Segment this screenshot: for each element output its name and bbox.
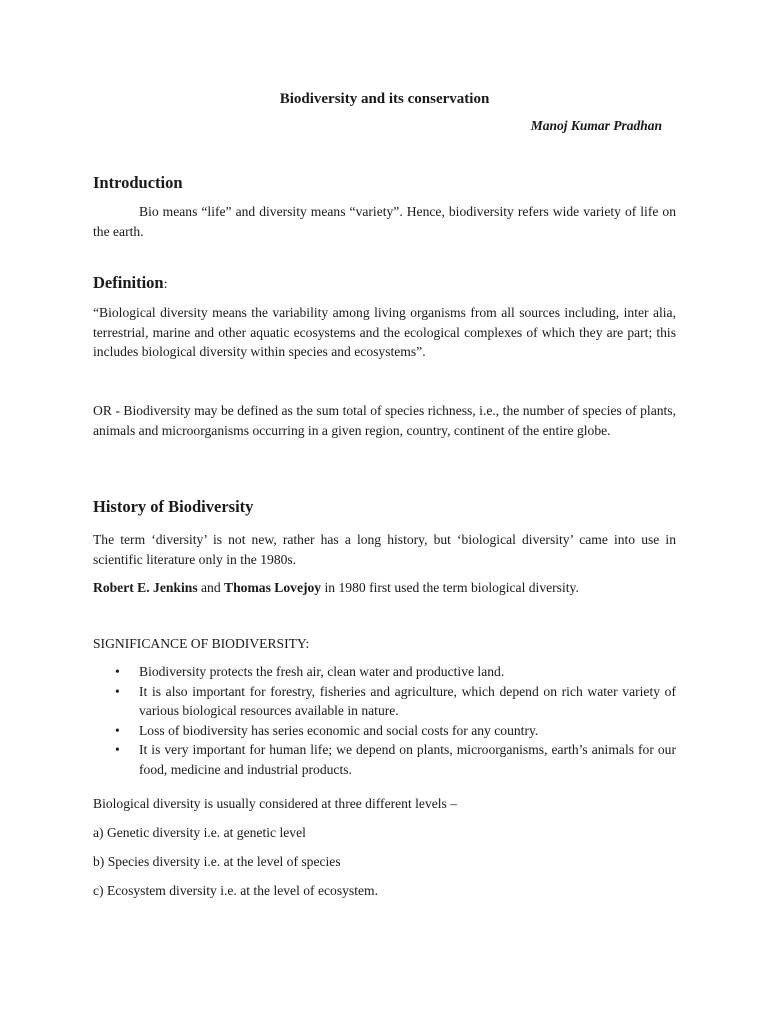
history-and: and: [197, 580, 225, 595]
bullet-icon: •: [115, 742, 120, 757]
definition-heading-text: Definition: [93, 273, 164, 292]
level-item-ecosystem: c) Ecosystem diversity i.e. at the level of ecosystem.: [93, 883, 379, 898]
document-page: [93, 0, 676, 1024]
history-paragraph: The term ‘diversity’ is not new, rather has a long history, but ‘biological diversity’ came into use in scientific literature only in the 1980s.: [93, 532, 676, 567]
history-person-1: Robert E. Jenkins: [93, 580, 198, 595]
bullet-icon: •: [115, 683, 120, 699]
document-title: Biodiversity and its conservation: [279, 91, 490, 107]
document-author: Manoj Kumar Pradhan: [530, 118, 662, 133]
significance-heading: SIGNIFICANCE OF BIODIVERSITY:: [93, 636, 310, 651]
levels-intro: Biological diversity is usually considered at three different levels –: [93, 796, 458, 811]
history-person-2: Thomas Lovejoy: [224, 580, 322, 595]
bullet-icon: •: [115, 664, 120, 679]
list-item-text: Loss of biodiversity has series economic and social costs for any country.: [139, 722, 539, 738]
history-credit-paragraph: [93, 578, 676, 598]
level-item-genetic: a) Genetic diversity i.e. at genetic level: [93, 825, 306, 840]
bullet-icon: •: [115, 722, 120, 738]
list-item: [93, 662, 676, 682]
introduction-paragraph: Bio means “life” and diversity means “variety”. Hence, biodiversity refers wide variety of life on the earth.: [93, 204, 676, 239]
definition-heading: [93, 273, 167, 295]
list-item-text: It is very important for human life; we depend on plants, microorganisms, earth’s animals for our food, medicine and industrial products.: [139, 742, 676, 777]
list-item-text: Biodiversity protects the fresh air, clean water and productive land.: [139, 664, 505, 679]
list-item-text: It is also important for forestry, fisheries and agriculture, which depend on rich water variety of various biological resources available in nature.: [139, 683, 676, 718]
significance-list: [93, 662, 676, 779]
introduction-heading: Introduction: [93, 173, 183, 192]
level-item-species: b) Species diversity i.e. at the level of species: [93, 854, 341, 869]
history-rest: in 1980 first used the term biological diversity.: [321, 580, 579, 595]
definition-alternate-paragraph: OR - Biodiversity may be defined as the sum total of species richness, i.e., the number of species of plants, animals and microorganisms occurring in a given region, country, continent of the entire globe.: [93, 403, 676, 438]
list-item: [93, 740, 676, 779]
definition-heading-colon: :: [163, 277, 168, 292]
list-item: [93, 682, 676, 721]
definition-quote-paragraph: “Biological diversity means the variability among living organisms from all sources including, inter alia, terrestrial, marine and other aquatic ecosystems and the ecological complexes of which they are part; this includes biological diversity within species and ecosystems”.: [93, 305, 676, 359]
list-item: [93, 721, 676, 741]
history-heading: History of Biodiversity: [93, 497, 254, 516]
